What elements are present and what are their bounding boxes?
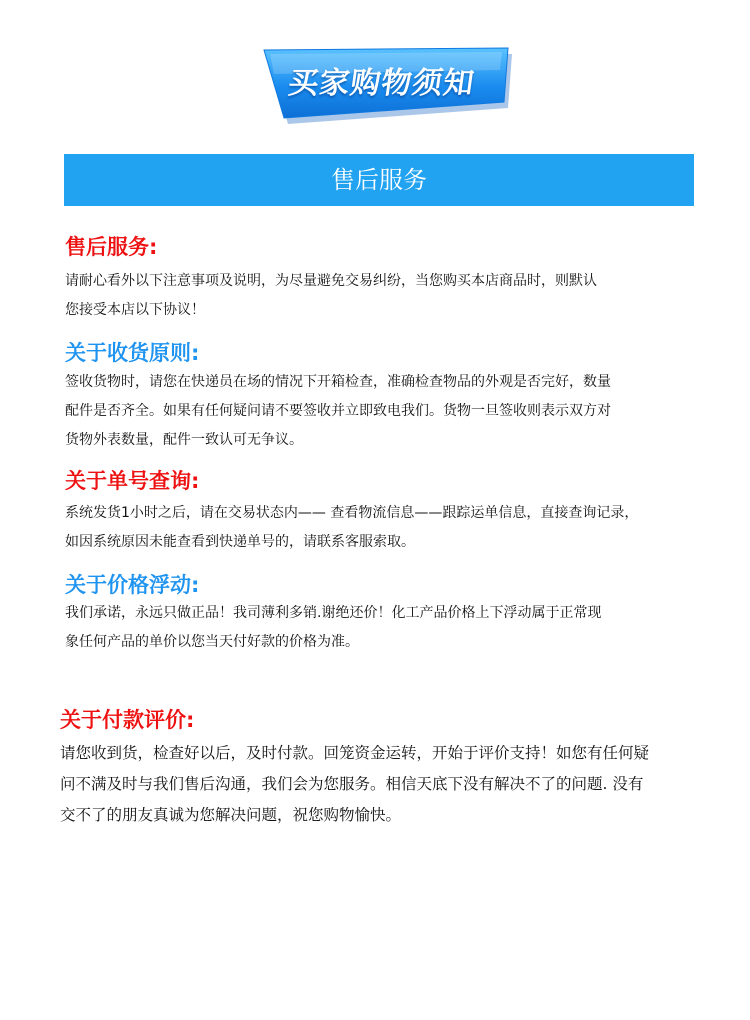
section-heading-tracking: 关于单号查询: [65, 469, 200, 493]
body-line: 配件是否齐全。如果有任何疑问请不要签收并立即致电我们。货物一旦签收则表示双方对 [65, 403, 611, 419]
section-body-price [65, 599, 601, 657]
body-line: 问不满及时与我们售后沟通，我们会为您服务。相信天底下没有解决不了的问题. 没有 [60, 775, 644, 793]
body-line: 您接受本店以下协议！ [65, 302, 205, 318]
section-body-after-sales [65, 267, 597, 325]
section-body-tracking [65, 499, 638, 557]
section-heading-receipt: 关于收货原则: [65, 341, 200, 365]
body-line: 请耐心看外以下注意事项及说明，为尽量避免交易纠纷，当您购买本店商品时，则默认 [65, 273, 597, 289]
section-heading-price: 关于价格浮动: [65, 573, 200, 597]
body-line: 货物外表数量，配件一致认可无争议。 [65, 432, 303, 448]
title-badge [246, 44, 518, 128]
section-banner: 售后服务 [64, 154, 694, 206]
body-line: 我们承诺，永远只做正品！我司薄利多销.谢绝还价！化工产品价格上下浮动属于正常现 [65, 605, 602, 621]
body-line: 象任何产品的单价以您当天付好款的价格为准。 [65, 634, 359, 650]
body-line: 交不了的朋友真诚为您解决问题，祝您购物愉快。 [60, 806, 402, 824]
section-heading-after-sales: 售后服务: [65, 235, 158, 259]
body-line: 系统发货1小时之后，请在交易状态内—— 查看物流信息——跟踪运单信息，直接查询记录， [65, 505, 639, 521]
body-line: 请您收到货，检查好以后，及时付款。回笼资金运转，开始于评价支持！如您有任何疑 [60, 744, 650, 762]
body-line: 如因系统原因未能查看到快递单号的，请联系客服索取。 [65, 534, 415, 550]
body-line: 签收货物时，请您在快递员在场的情况下开箱检查，准确检查物品的外观是否完好，数量 [65, 374, 611, 390]
section-heading-payment: 关于付款评价: [60, 708, 195, 732]
section-body-receipt [65, 368, 611, 455]
badge-title: 买家购物须知 [286, 66, 477, 101]
section-body-payment [60, 738, 649, 831]
